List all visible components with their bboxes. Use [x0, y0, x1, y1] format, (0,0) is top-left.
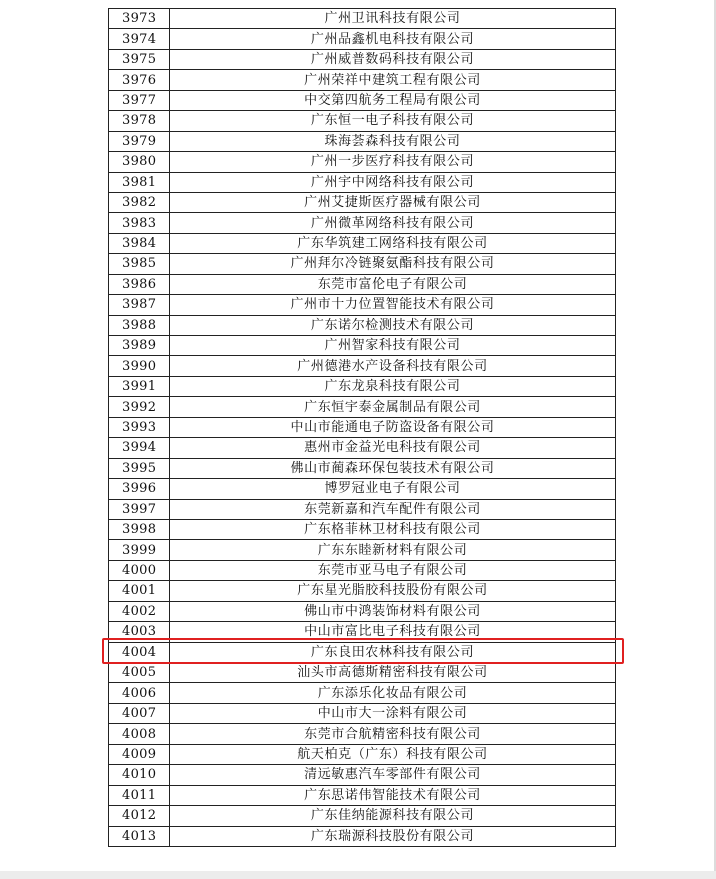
- table-row: [109, 90, 616, 110]
- company-name-cell: 汕头市高德斯精密科技有限公司: [170, 663, 616, 683]
- company-name-cell: 广州品鑫机电科技有限公司: [170, 29, 616, 49]
- company-name-cell: 佛山市蔺森环保包装技术有限公司: [170, 458, 616, 478]
- company-name-cell: 广东格菲林卫材科技有限公司: [170, 519, 616, 539]
- company-name-cell: 广东华筑建工网络科技有限公司: [170, 233, 616, 253]
- table-row: [109, 479, 616, 499]
- table-row: [109, 744, 616, 764]
- company-name-cell: 广州微革网络科技有限公司: [170, 213, 616, 233]
- company-name-cell: 广东瑞源科技股份有限公司: [170, 826, 616, 846]
- table-row: [109, 519, 616, 539]
- table-row: [109, 417, 616, 437]
- table-row: [109, 765, 616, 785]
- company-name-cell: 广州拜尔冷链聚氨酯科技有限公司: [170, 254, 616, 274]
- row-number-cell: 3987: [109, 295, 170, 315]
- table-row: [109, 70, 616, 90]
- company-name-cell: 航天柏克（广东）科技有限公司: [170, 744, 616, 764]
- table-row: [109, 724, 616, 744]
- company-name-cell: 广东佳纳能源科技有限公司: [170, 806, 616, 826]
- table-row: [109, 499, 616, 519]
- company-name-cell: 广东龙泉科技有限公司: [170, 376, 616, 396]
- company-list-table: [108, 8, 616, 847]
- row-number-cell: 3988: [109, 315, 170, 335]
- company-name-cell: 东莞市富伦电子有限公司: [170, 274, 616, 294]
- row-number-cell: 4011: [109, 785, 170, 805]
- company-name-cell: 广东添乐化妆品有限公司: [170, 683, 616, 703]
- table-row: [109, 111, 616, 131]
- table-row: [109, 274, 616, 294]
- row-number-cell: 3998: [109, 519, 170, 539]
- row-number-cell: 3997: [109, 499, 170, 519]
- row-number-cell: 4009: [109, 744, 170, 764]
- row-number-cell: 4000: [109, 560, 170, 580]
- table-row: [109, 560, 616, 580]
- table-row: [109, 295, 616, 315]
- company-name-cell: 广州一步医疗科技有限公司: [170, 152, 616, 172]
- table-row: [109, 131, 616, 151]
- table-row: [109, 601, 616, 621]
- company-name-cell: 东莞市合航精密科技有限公司: [170, 724, 616, 744]
- row-number-cell: 4002: [109, 601, 170, 621]
- row-number-cell: 3976: [109, 70, 170, 90]
- table-row: [109, 622, 616, 642]
- company-list-body: [109, 9, 616, 847]
- company-name-cell: 广东星光脂胶科技股份有限公司: [170, 581, 616, 601]
- company-name-cell: 广州荣祥中建筑工程有限公司: [170, 70, 616, 90]
- row-number-cell: 3989: [109, 336, 170, 356]
- company-name-cell: 珠海荟森科技有限公司: [170, 131, 616, 151]
- company-name-cell: 中山市富比电子科技有限公司: [170, 622, 616, 642]
- row-number-cell: 4013: [109, 826, 170, 846]
- row-number-cell: 4004: [109, 642, 170, 662]
- table-row: [109, 9, 616, 29]
- company-name-cell: 广东良田农林科技有限公司: [170, 642, 616, 662]
- table-row: [109, 683, 616, 703]
- table-row: [109, 397, 616, 417]
- table-row: [109, 438, 616, 458]
- row-number-cell: 3980: [109, 152, 170, 172]
- table-row: [109, 581, 616, 601]
- row-number-cell: 3992: [109, 397, 170, 417]
- table-row: [109, 376, 616, 396]
- table-row: [109, 356, 616, 376]
- row-number-cell: 3996: [109, 479, 170, 499]
- table-row: [109, 192, 616, 212]
- table-row: [109, 152, 616, 172]
- company-name-cell: 东莞新嘉和汽车配件有限公司: [170, 499, 616, 519]
- row-number-cell: 4012: [109, 806, 170, 826]
- table-row: [109, 49, 616, 69]
- company-name-cell: 广州艾捷斯医疗器械有限公司: [170, 192, 616, 212]
- company-name-cell: 中交第四航务工程局有限公司: [170, 90, 616, 110]
- company-name-cell: 博罗冠业电子有限公司: [170, 479, 616, 499]
- row-number-cell: 4003: [109, 622, 170, 642]
- row-number-cell: 3973: [109, 9, 170, 29]
- table-row: [109, 213, 616, 233]
- row-number-cell: 3994: [109, 438, 170, 458]
- table-row: [109, 336, 616, 356]
- table-row: [109, 172, 616, 192]
- table-row: [109, 703, 616, 723]
- company-name-cell: 广州宇中网络科技有限公司: [170, 172, 616, 192]
- table-row: [109, 458, 616, 478]
- row-number-cell: 3977: [109, 90, 170, 110]
- row-number-cell: 3974: [109, 29, 170, 49]
- company-name-cell: 广东恒一电子科技有限公司: [170, 111, 616, 131]
- company-name-cell: 广州智家科技有限公司: [170, 336, 616, 356]
- company-name-cell: 清远敏惠汽车零部件有限公司: [170, 765, 616, 785]
- company-name-cell: 中山市能通电子防盗设备有限公司: [170, 417, 616, 437]
- row-number-cell: 3995: [109, 458, 170, 478]
- table-row: [109, 540, 616, 560]
- table-row: [109, 785, 616, 805]
- company-name-cell: 佛山市中鸿装饰材料有限公司: [170, 601, 616, 621]
- table-row: [109, 29, 616, 49]
- row-number-cell: 4007: [109, 703, 170, 723]
- row-number-cell: 3985: [109, 254, 170, 274]
- row-number-cell: 3975: [109, 49, 170, 69]
- row-number-cell: 4008: [109, 724, 170, 744]
- table-row: [109, 826, 616, 846]
- page-edge-bottom: [0, 871, 716, 879]
- company-name-cell: 广东恒宇泰金属制品有限公司: [170, 397, 616, 417]
- company-name-cell: 广东东睦新材料有限公司: [170, 540, 616, 560]
- row-number-cell: 3979: [109, 131, 170, 151]
- row-number-cell: 3986: [109, 274, 170, 294]
- table-row: [109, 806, 616, 826]
- row-number-cell: 4001: [109, 581, 170, 601]
- row-number-cell: 3990: [109, 356, 170, 376]
- company-name-cell: 广东诺尔检测技术有限公司: [170, 315, 616, 335]
- company-name-cell: 广州卫讯科技有限公司: [170, 9, 616, 29]
- row-number-cell: 4010: [109, 765, 170, 785]
- row-number-cell: 3981: [109, 172, 170, 192]
- row-number-cell: 3983: [109, 213, 170, 233]
- table-row: [109, 663, 616, 683]
- company-name-cell: 广东思诺伟智能技术有限公司: [170, 785, 616, 805]
- table-row-highlighted: [109, 642, 616, 662]
- row-number-cell: 4005: [109, 663, 170, 683]
- company-name-cell: 广州市十力位置智能技术有限公司: [170, 295, 616, 315]
- company-name-cell: 惠州市金益光电科技有限公司: [170, 438, 616, 458]
- row-number-cell: 4006: [109, 683, 170, 703]
- company-name-cell: 广州威普数码科技有限公司: [170, 49, 616, 69]
- row-number-cell: 3982: [109, 192, 170, 212]
- row-number-cell: 3991: [109, 376, 170, 396]
- row-number-cell: 3993: [109, 417, 170, 437]
- table-row: [109, 233, 616, 253]
- company-name-cell: 中山市大一涂料有限公司: [170, 703, 616, 723]
- row-number-cell: 3999: [109, 540, 170, 560]
- company-name-cell: 广州德港水产设备科技有限公司: [170, 356, 616, 376]
- table-row: [109, 254, 616, 274]
- company-name-cell: 东莞市亚马电子有限公司: [170, 560, 616, 580]
- row-number-cell: 3984: [109, 233, 170, 253]
- table-row: [109, 315, 616, 335]
- row-number-cell: 3978: [109, 111, 170, 131]
